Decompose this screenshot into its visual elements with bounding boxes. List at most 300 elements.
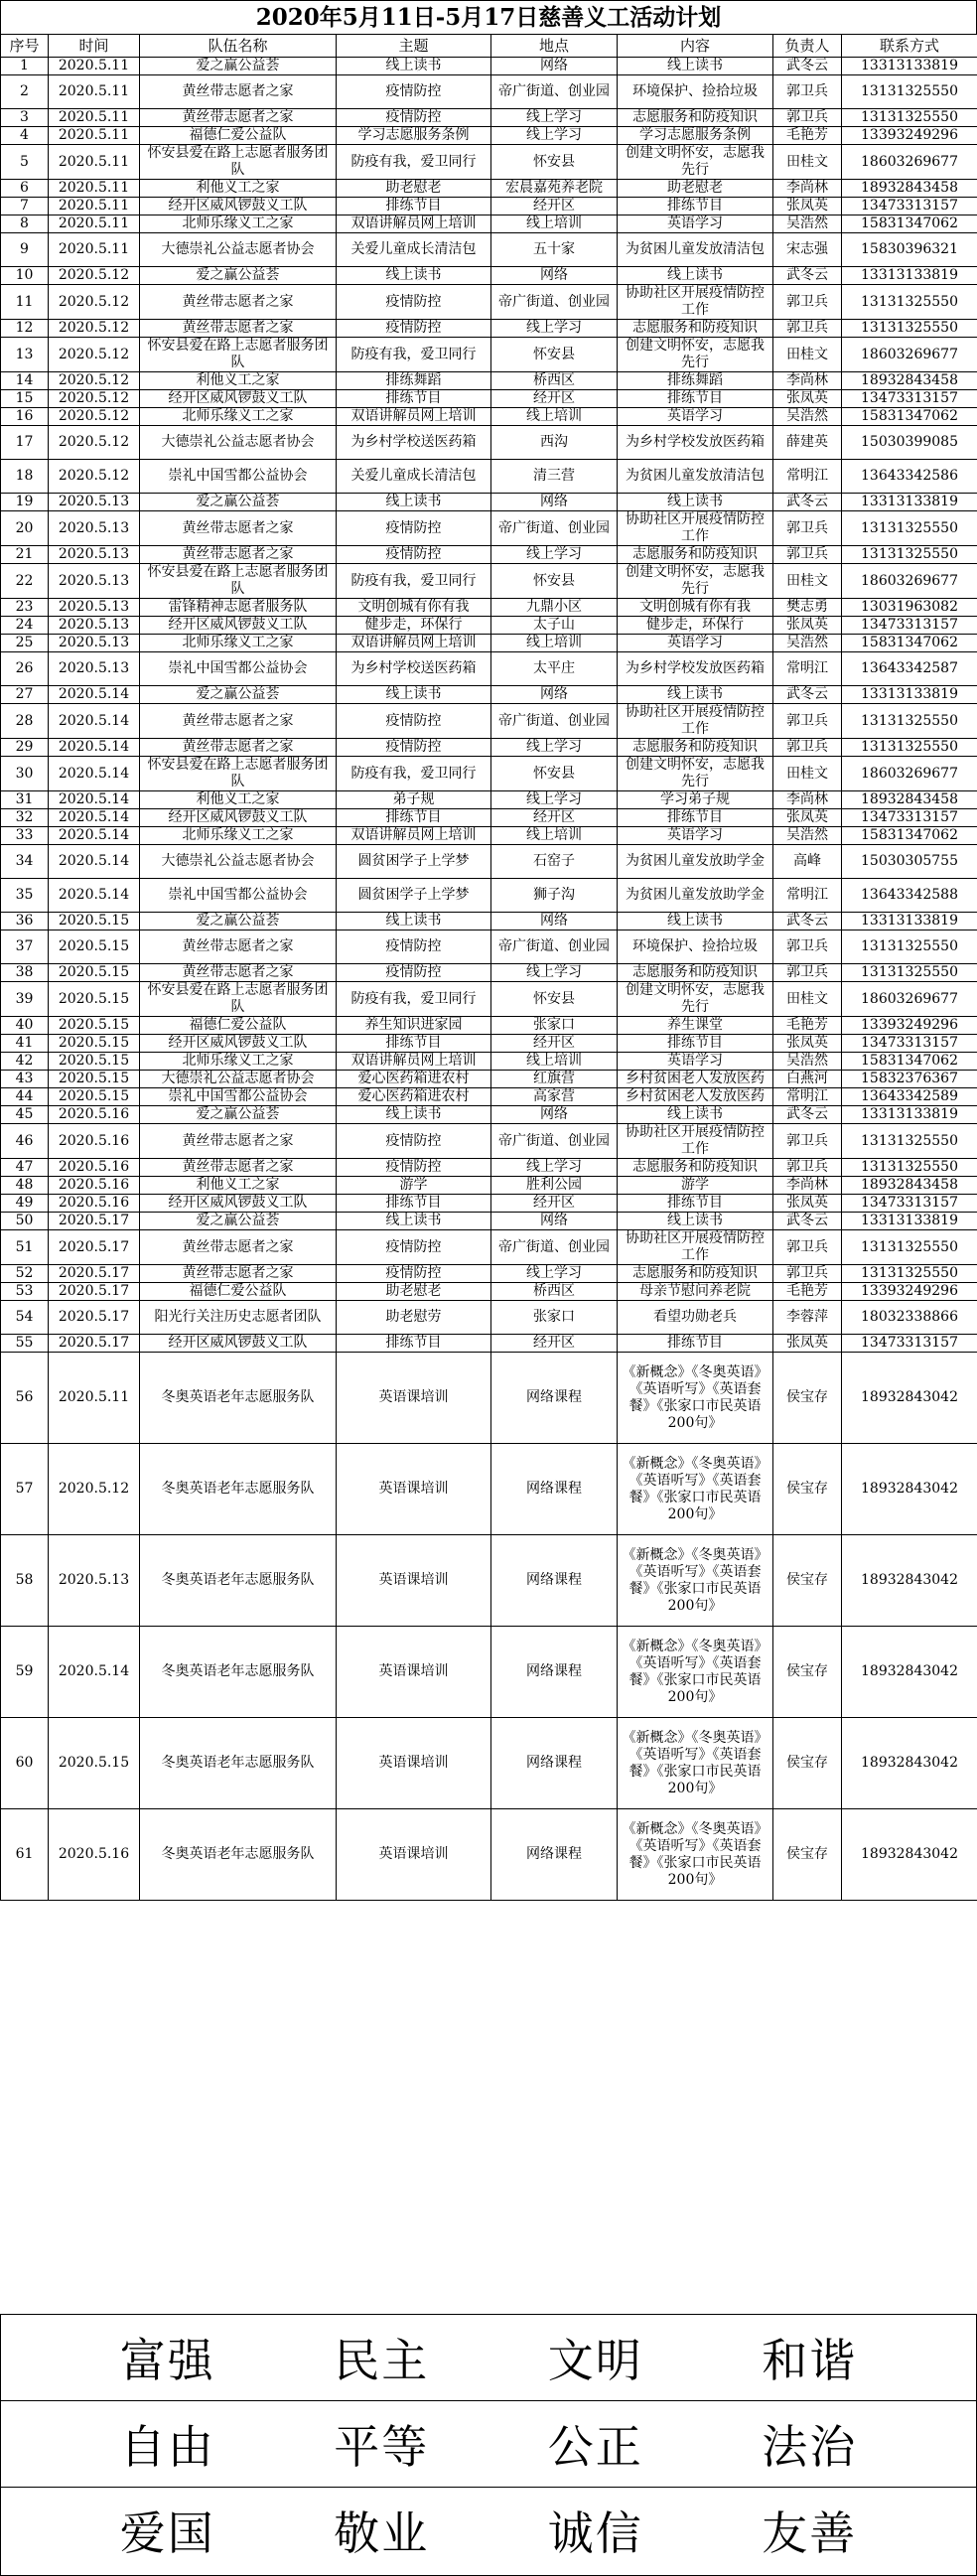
cell-date: 2020.5.14	[49, 704, 140, 739]
cell-leader: 武冬云	[773, 58, 842, 75]
cell-team: 黄丝带志愿者之家	[140, 546, 337, 564]
table-row	[1, 1809, 977, 1901]
cell-theme: 线上读书	[337, 686, 491, 704]
cell-index: 50	[1, 1213, 49, 1230]
cell-location: 经开区	[491, 390, 618, 408]
cell-index: 37	[1, 930, 49, 964]
table-row	[1, 964, 977, 982]
cell-contact: 15831347062	[842, 827, 977, 845]
cell-content: 线上读书	[618, 58, 773, 75]
cell-contact: 13131325550	[842, 285, 977, 320]
cell-theme: 圆贫困学子上学梦	[337, 879, 491, 913]
cell-leader: 武冬云	[773, 1213, 842, 1230]
table-row	[1, 1177, 977, 1195]
cell-contact: 13131325550	[842, 930, 977, 964]
cell-content: 文明创城有你有我	[618, 599, 773, 617]
cell-location: 线上学习	[491, 127, 618, 145]
cell-location: 太子山	[491, 617, 618, 635]
cell-content: 协助社区开展疫情防控工作	[618, 704, 773, 739]
cell-theme: 健步走，环保行	[337, 617, 491, 635]
table-row	[1, 704, 977, 739]
cell-leader: 田桂文	[773, 757, 842, 791]
cell-location: 线上学习	[491, 546, 618, 564]
cell-content: 志愿服务和防疫知识	[618, 546, 773, 564]
cell-team: 黄丝带志愿者之家	[140, 1159, 337, 1177]
cell-date: 2020.5.16	[49, 1195, 140, 1213]
cell-team: 利他义工之家	[140, 372, 337, 390]
cell-leader: 张凤英	[773, 390, 842, 408]
header-leader: 负责人	[773, 35, 842, 58]
cell-theme: 线上读书	[337, 58, 491, 75]
cell-index: 61	[1, 1809, 49, 1901]
cell-date: 2020.5.15	[49, 1088, 140, 1106]
cell-date: 2020.5.12	[49, 267, 140, 285]
cell-index: 18	[1, 460, 49, 494]
cell-index: 28	[1, 704, 49, 739]
cell-location: 帝广街道、创业园	[491, 285, 618, 320]
cell-theme: 疫情防控	[337, 546, 491, 564]
cell-contact: 13131325550	[842, 1265, 977, 1283]
table-row	[1, 739, 977, 757]
cell-contact: 15830396321	[842, 233, 977, 267]
table-row	[1, 1230, 977, 1265]
cell-leader: 郭卫兵	[773, 109, 842, 127]
cell-team: 北师乐缘义工之家	[140, 408, 337, 426]
cell-date: 2020.5.17	[49, 1213, 140, 1230]
cell-contact: 13313133819	[842, 58, 977, 75]
table-row	[1, 827, 977, 845]
cell-contact: 13313133819	[842, 1213, 977, 1230]
cell-contact: 13131325550	[842, 109, 977, 127]
slogan-word: 公正	[547, 2420, 643, 2474]
cell-contact: 13313133819	[842, 686, 977, 704]
cell-location: 经开区	[491, 198, 618, 215]
cell-location: 帝广街道、创业园	[491, 511, 618, 546]
cell-theme: 疫情防控	[337, 1230, 491, 1265]
header-team: 队伍名称	[140, 35, 337, 58]
table-row	[1, 982, 977, 1017]
slogan-word: 诚信	[547, 2506, 643, 2560]
cell-content: 健步走，环保行	[618, 617, 773, 635]
slogan-word: 富强	[119, 2334, 215, 2387]
cell-date: 2020.5.12	[49, 460, 140, 494]
cell-team: 爱之赢公益荟	[140, 1106, 337, 1124]
cell-leader: 吴浩然	[773, 215, 842, 233]
table-row	[1, 546, 977, 564]
cell-location: 线上培训	[491, 215, 618, 233]
cell-content: 志愿服务和防疫知识	[618, 1265, 773, 1283]
cell-team: 经开区威风锣鼓义工队	[140, 390, 337, 408]
cell-team: 崇礼中国雪都公益协会	[140, 652, 337, 686]
cell-theme: 排练节目	[337, 198, 491, 215]
table-row	[1, 215, 977, 233]
cell-content: 志愿服务和防疫知识	[618, 739, 773, 757]
cell-team: 崇礼中国雪都公益协会	[140, 1088, 337, 1106]
cell-index: 55	[1, 1335, 49, 1353]
cell-content: 母亲节慰问养老院	[618, 1283, 773, 1301]
cell-content: 创建文明怀安，志愿我先行	[618, 338, 773, 372]
cell-leader: 常明江	[773, 879, 842, 913]
cell-index: 57	[1, 1444, 49, 1535]
header-date: 时间	[49, 35, 140, 58]
cell-date: 2020.5.16	[49, 1809, 140, 1901]
cell-content: 创建文明怀安，志愿我先行	[618, 145, 773, 180]
cell-index: 7	[1, 198, 49, 215]
cell-leader: 吴浩然	[773, 1053, 842, 1071]
table-header-row	[1, 35, 977, 58]
cell-leader: 武冬云	[773, 494, 842, 511]
header-content: 内容	[618, 35, 773, 58]
cell-team: 福德仁爱公益队	[140, 1283, 337, 1301]
cell-index: 10	[1, 267, 49, 285]
cell-content: 为贫困儿童发放助学金	[618, 845, 773, 879]
cell-date: 2020.5.15	[49, 1071, 140, 1088]
table-row	[1, 1053, 977, 1071]
cell-content: 为乡村学校发放医药箱	[618, 652, 773, 686]
cell-location: 桥西区	[491, 372, 618, 390]
table-row	[1, 1301, 977, 1335]
table-row	[1, 1124, 977, 1159]
cell-date: 2020.5.14	[49, 845, 140, 879]
cell-theme: 排练节目	[337, 1335, 491, 1353]
cell-team: 经开区威风锣鼓义工队	[140, 1335, 337, 1353]
table-row	[1, 460, 977, 494]
cell-location: 网络	[491, 686, 618, 704]
cell-location: 网络课程	[491, 1444, 618, 1535]
cell-leader: 武冬云	[773, 686, 842, 704]
cell-team: 经开区威风锣鼓义工队	[140, 198, 337, 215]
cell-contact: 15030305755	[842, 845, 977, 879]
cell-location: 线上培训	[491, 827, 618, 845]
cell-theme: 弟子规	[337, 791, 491, 809]
cell-theme: 防疫有我，爱卫同行	[337, 338, 491, 372]
cell-date: 2020.5.14	[49, 791, 140, 809]
cell-date: 2020.5.12	[49, 390, 140, 408]
cell-team: 崇礼中国雪都公益协会	[140, 460, 337, 494]
table-row	[1, 1088, 977, 1106]
cell-content: 排练节目	[618, 1335, 773, 1353]
table-row	[1, 1535, 977, 1627]
cell-location: 帝广街道、创业园	[491, 704, 618, 739]
cell-location: 网络	[491, 494, 618, 511]
cell-date: 2020.5.13	[49, 494, 140, 511]
cell-contact: 18932843458	[842, 791, 977, 809]
table-row	[1, 408, 977, 426]
cell-date: 2020.5.17	[49, 1335, 140, 1353]
cell-location: 怀安县	[491, 757, 618, 791]
cell-date: 2020.5.14	[49, 739, 140, 757]
cell-date: 2020.5.14	[49, 879, 140, 913]
cell-contact: 18932843042	[842, 1627, 977, 1718]
cell-leader: 侯宝存	[773, 1809, 842, 1901]
cell-leader: 毛艳芳	[773, 127, 842, 145]
cell-theme: 疫情防控	[337, 964, 491, 982]
cell-index: 56	[1, 1353, 49, 1444]
cell-theme: 助老慰老	[337, 1283, 491, 1301]
cell-content: 助老慰老	[618, 180, 773, 198]
cell-index: 51	[1, 1230, 49, 1265]
cell-leader: 田桂文	[773, 145, 842, 180]
cell-content: 协助社区开展疫情防控工作	[618, 511, 773, 546]
cell-index: 23	[1, 599, 49, 617]
cell-leader: 郭卫兵	[773, 1265, 842, 1283]
cell-index: 13	[1, 338, 49, 372]
cell-team: 利他义工之家	[140, 180, 337, 198]
cell-contact: 15832376367	[842, 1071, 977, 1088]
cell-leader: 侯宝存	[773, 1444, 842, 1535]
cell-location: 高家营	[491, 1088, 618, 1106]
cell-index: 48	[1, 1177, 49, 1195]
cell-location: 线上学习	[491, 109, 618, 127]
cell-contact: 13031963082	[842, 599, 977, 617]
cell-leader: 高峰	[773, 845, 842, 879]
cell-location: 太平庄	[491, 652, 618, 686]
table-row	[1, 617, 977, 635]
cell-location: 线上学习	[491, 320, 618, 338]
cell-contact: 13313133819	[842, 267, 977, 285]
cell-leader: 常明江	[773, 1088, 842, 1106]
cell-leader: 郭卫兵	[773, 704, 842, 739]
cell-team: 爱之赢公益荟	[140, 686, 337, 704]
table-row	[1, 564, 977, 599]
cell-contact: 13473313157	[842, 1335, 977, 1353]
cell-content: 《新概念》《冬奥英语》《英语听写》《英语套餐》《张家口市民英语200句》	[618, 1535, 773, 1627]
cell-date: 2020.5.11	[49, 1353, 140, 1444]
slogan-word: 爱国	[119, 2506, 215, 2560]
cell-leader: 张凤英	[773, 1195, 842, 1213]
slogan-row	[1, 2401, 976, 2488]
cell-date: 2020.5.16	[49, 1159, 140, 1177]
table-row	[1, 320, 977, 338]
cell-index: 41	[1, 1035, 49, 1053]
table-row	[1, 1071, 977, 1088]
cell-location: 石窑子	[491, 845, 618, 879]
cell-content: 《新概念》《冬奥英语》《英语听写》《英语套餐》《张家口市民英语200句》	[618, 1718, 773, 1809]
cell-location: 宏晨嘉苑养老院	[491, 180, 618, 198]
cell-theme: 双语讲解员网上培训	[337, 408, 491, 426]
cell-index: 6	[1, 180, 49, 198]
cell-theme: 防疫有我，爱卫同行	[337, 564, 491, 599]
slogan-word: 民主	[334, 2334, 430, 2387]
cell-date: 2020.5.13	[49, 652, 140, 686]
cell-content: 环境保护、捡拾垃圾	[618, 930, 773, 964]
table-row	[1, 109, 977, 127]
cell-team: 黄丝带志愿者之家	[140, 1265, 337, 1283]
cell-leader: 李蓉萍	[773, 1301, 842, 1335]
cell-team: 冬奥英语老年志愿服务队	[140, 1718, 337, 1809]
slogan-word: 平等	[334, 2420, 430, 2474]
cell-leader: 李尚林	[773, 372, 842, 390]
table-row	[1, 1035, 977, 1053]
cell-contact: 13643342588	[842, 879, 977, 913]
cell-date: 2020.5.12	[49, 408, 140, 426]
slogan-word: 和谐	[762, 2334, 858, 2387]
cell-team: 爱之赢公益荟	[140, 913, 337, 930]
table-row	[1, 1106, 977, 1124]
cell-content: 《新概念》《冬奥英语》《英语听写》《英语套餐》《张家口市民英语200句》	[618, 1627, 773, 1718]
cell-content: 看望功勋老兵	[618, 1301, 773, 1335]
cell-leader: 常明江	[773, 652, 842, 686]
cell-team: 黄丝带志愿者之家	[140, 1124, 337, 1159]
table-row	[1, 879, 977, 913]
cell-index: 3	[1, 109, 49, 127]
cell-content: 排练节目	[618, 809, 773, 827]
table-row	[1, 58, 977, 75]
cell-team: 阳光行关注历史志愿者团队	[140, 1301, 337, 1335]
cell-leader: 侯宝存	[773, 1627, 842, 1718]
cell-theme: 文明创城有你有我	[337, 599, 491, 617]
cell-index: 40	[1, 1017, 49, 1035]
cell-leader: 武冬云	[773, 1106, 842, 1124]
cell-contact: 13643342586	[842, 460, 977, 494]
cell-date: 2020.5.11	[49, 215, 140, 233]
cell-date: 2020.5.13	[49, 511, 140, 546]
cell-team: 冬奥英语老年志愿服务队	[140, 1353, 337, 1444]
cell-contact: 13131325550	[842, 1124, 977, 1159]
cell-contact: 13643342587	[842, 652, 977, 686]
cell-content: 创建文明怀安，志愿我先行	[618, 982, 773, 1017]
cell-team: 黄丝带志愿者之家	[140, 109, 337, 127]
cell-leader: 毛艳芳	[773, 1283, 842, 1301]
cell-location: 怀安县	[491, 564, 618, 599]
cell-contact: 13473313157	[842, 809, 977, 827]
cell-index: 22	[1, 564, 49, 599]
cell-content: 英语学习	[618, 215, 773, 233]
cell-contact: 13393249296	[842, 1283, 977, 1301]
cell-theme: 排练节目	[337, 1195, 491, 1213]
slogan-word: 自由	[119, 2420, 215, 2474]
cell-location: 网络课程	[491, 1627, 618, 1718]
table-row	[1, 145, 977, 180]
cell-index: 14	[1, 372, 49, 390]
cell-index: 19	[1, 494, 49, 511]
cell-content: 乡村贫困老人发放医药	[618, 1071, 773, 1088]
cell-content: 游学	[618, 1177, 773, 1195]
cell-leader: 李尚林	[773, 791, 842, 809]
cell-content: 创建文明怀安，志愿我先行	[618, 564, 773, 599]
cell-team: 经开区威风锣鼓义工队	[140, 1035, 337, 1053]
cell-theme: 爱心医药箱进农村	[337, 1071, 491, 1088]
cell-index: 8	[1, 215, 49, 233]
cell-location: 西沟	[491, 426, 618, 460]
cell-content: 排练舞蹈	[618, 372, 773, 390]
cell-team: 崇礼中国雪都公益协会	[140, 879, 337, 913]
cell-index: 11	[1, 285, 49, 320]
cell-content: 排练节目	[618, 1195, 773, 1213]
cell-index: 32	[1, 809, 49, 827]
cell-contact: 13473313157	[842, 617, 977, 635]
cell-date: 2020.5.14	[49, 827, 140, 845]
cell-theme: 线上读书	[337, 1213, 491, 1230]
cell-team: 冬奥英语老年志愿服务队	[140, 1444, 337, 1535]
cell-index: 1	[1, 58, 49, 75]
cell-contact: 18932843042	[842, 1809, 977, 1901]
cell-index: 2	[1, 75, 49, 109]
table-row	[1, 511, 977, 546]
cell-theme: 英语课培训	[337, 1718, 491, 1809]
cell-theme: 疫情防控	[337, 930, 491, 964]
cell-team: 怀安县爱在路上志愿者服务团队	[140, 757, 337, 791]
cell-contact: 13131325550	[842, 511, 977, 546]
cell-location: 网络	[491, 1213, 618, 1230]
cell-index: 45	[1, 1106, 49, 1124]
cell-team: 怀安县爱在路上志愿者服务团队	[140, 145, 337, 180]
cell-location: 怀安县	[491, 338, 618, 372]
cell-leader: 武冬云	[773, 913, 842, 930]
cell-team: 雷锋精神志愿者服务队	[140, 599, 337, 617]
cell-contact: 13131325550	[842, 320, 977, 338]
activity-plan-table	[0, 34, 977, 1901]
cell-contact: 13131325550	[842, 75, 977, 109]
cell-date: 2020.5.12	[49, 1444, 140, 1535]
cell-contact: 13473313157	[842, 390, 977, 408]
cell-contact: 13313133819	[842, 494, 977, 511]
cell-index: 36	[1, 913, 49, 930]
cell-index: 54	[1, 1301, 49, 1335]
cell-team: 黄丝带志愿者之家	[140, 320, 337, 338]
cell-contact: 15831347062	[842, 408, 977, 426]
cell-team: 怀安县爱在路上志愿者服务团队	[140, 982, 337, 1017]
header-contact: 联系方式	[842, 35, 977, 58]
cell-theme: 养生知识进家园	[337, 1017, 491, 1035]
cell-theme: 为乡村学校送医药箱	[337, 426, 491, 460]
cell-content: 养生课堂	[618, 1017, 773, 1035]
cell-location: 清三营	[491, 460, 618, 494]
cell-leader: 田桂文	[773, 982, 842, 1017]
table-row	[1, 372, 977, 390]
cell-date: 2020.5.13	[49, 546, 140, 564]
cell-location: 线上学习	[491, 964, 618, 982]
cell-contact: 13393249296	[842, 1017, 977, 1035]
cell-date: 2020.5.13	[49, 564, 140, 599]
cell-content: 学习弟子规	[618, 791, 773, 809]
cell-contact: 18932843042	[842, 1718, 977, 1809]
cell-index: 17	[1, 426, 49, 460]
cell-team: 黄丝带志愿者之家	[140, 285, 337, 320]
cell-leader: 武冬云	[773, 267, 842, 285]
table-body	[1, 58, 977, 1901]
cell-leader: 郭卫兵	[773, 75, 842, 109]
cell-date: 2020.5.12	[49, 338, 140, 372]
cell-content: 志愿服务和防疫知识	[618, 964, 773, 982]
cell-location: 线上学习	[491, 791, 618, 809]
cell-theme: 疫情防控	[337, 1124, 491, 1159]
cell-date: 2020.5.17	[49, 1301, 140, 1335]
table-row	[1, 635, 977, 652]
cell-theme: 英语课培训	[337, 1809, 491, 1901]
cell-date: 2020.5.16	[49, 1177, 140, 1195]
cell-location: 张家口	[491, 1017, 618, 1035]
cell-theme: 排练节目	[337, 390, 491, 408]
cell-date: 2020.5.14	[49, 809, 140, 827]
cell-theme: 线上读书	[337, 494, 491, 511]
slogan-word: 文明	[547, 2334, 643, 2387]
cell-leader: 郭卫兵	[773, 1124, 842, 1159]
cell-index: 21	[1, 546, 49, 564]
cell-content: 《新概念》《冬奥英语》《英语听写》《英语套餐》《张家口市民英语200句》	[618, 1444, 773, 1535]
cell-leader: 李尚林	[773, 180, 842, 198]
cell-theme: 疫情防控	[337, 285, 491, 320]
table-row	[1, 652, 977, 686]
cell-content: 协助社区开展疫情防控工作	[618, 285, 773, 320]
cell-index: 29	[1, 739, 49, 757]
table-row	[1, 494, 977, 511]
cell-team: 怀安县爱在路上志愿者服务团队	[140, 338, 337, 372]
cell-theme: 英语课培训	[337, 1353, 491, 1444]
table-row	[1, 1335, 977, 1353]
header-index: 序号	[1, 35, 49, 58]
cell-theme: 双语讲解员网上培训	[337, 827, 491, 845]
